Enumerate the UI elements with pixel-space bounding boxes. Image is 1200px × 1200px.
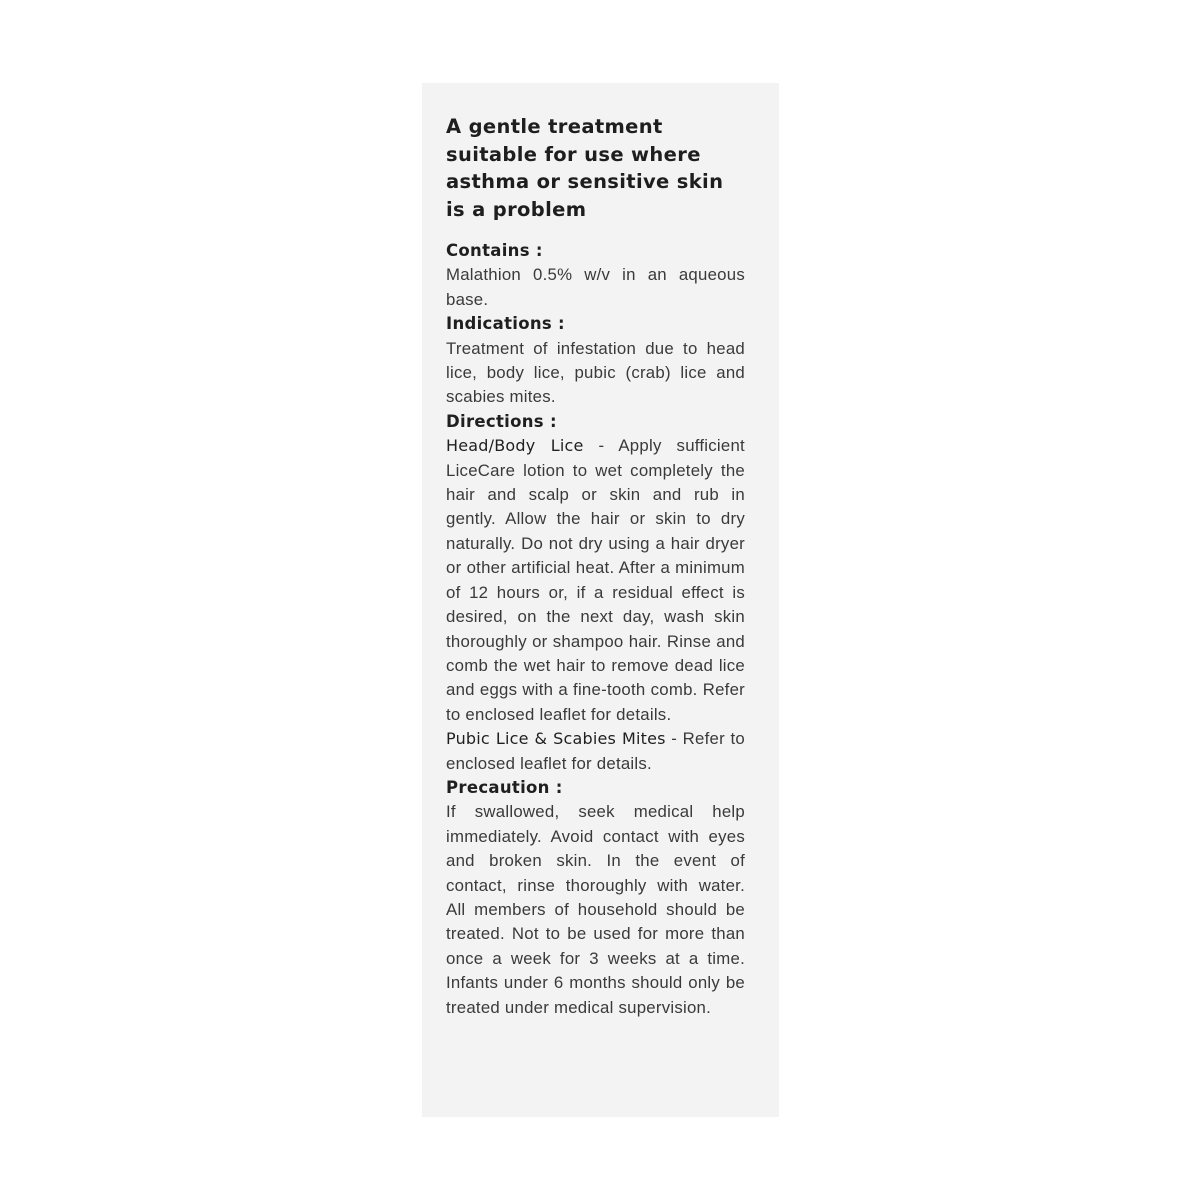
head-body-lice-text: - Apply sufficient LiceCare lotion to wet completely the hair and scalp or skin and rub in gently. Allow the hair or skin to dry naturally. Do not dry using a hair dryer or other artificial heat. After a minimum of 12 hours or, if a residual effect is desired, on the next day, wash skin thoroughly or shampoo hair. Rinse and comb the wet hair to remove dead lice and eggs with a fine-tooth comb. Refer to enclosed leaflet for details. bbox=[446, 436, 745, 724]
precaution-text: If swallowed, seek medical help immediately. Avoid contact with eyes and broken skin. In the event of contact, rinse thoroughly with water. All members of household should be treated. Not to be used for more than once a week for 3 weeks at a time. Infants under 6 months should only be treated under medical supervision. bbox=[446, 802, 745, 1017]
directions-heading: Directions : bbox=[446, 411, 557, 431]
head-body-lice-directions bbox=[446, 434, 745, 727]
precaution-heading: Precaution : bbox=[446, 777, 563, 797]
headline: A gentle treatment suitable for use where asthma or sensitive skin is a problem bbox=[446, 115, 724, 221]
indications-text: Treatment of infestation due to head lice, body lice, pubic (crab) lice and scabies mites. bbox=[446, 338, 745, 407]
contains-heading: Contains : bbox=[446, 241, 543, 260]
pubic-lice-text: - Refer to enclosed leaflet for details. bbox=[446, 729, 746, 773]
pubic-lice-label: Pubic Lice & Scabies Mites bbox=[446, 729, 666, 749]
contains-text: Malathion 0.5% w/v in an aqueous base. bbox=[446, 265, 745, 309]
leaflet-panel bbox=[422, 83, 779, 1117]
pubic-lice-directions bbox=[446, 727, 745, 776]
indications-heading: Indications : bbox=[446, 314, 565, 334]
head-body-lice-label: Head/Body Lice bbox=[446, 436, 584, 456]
